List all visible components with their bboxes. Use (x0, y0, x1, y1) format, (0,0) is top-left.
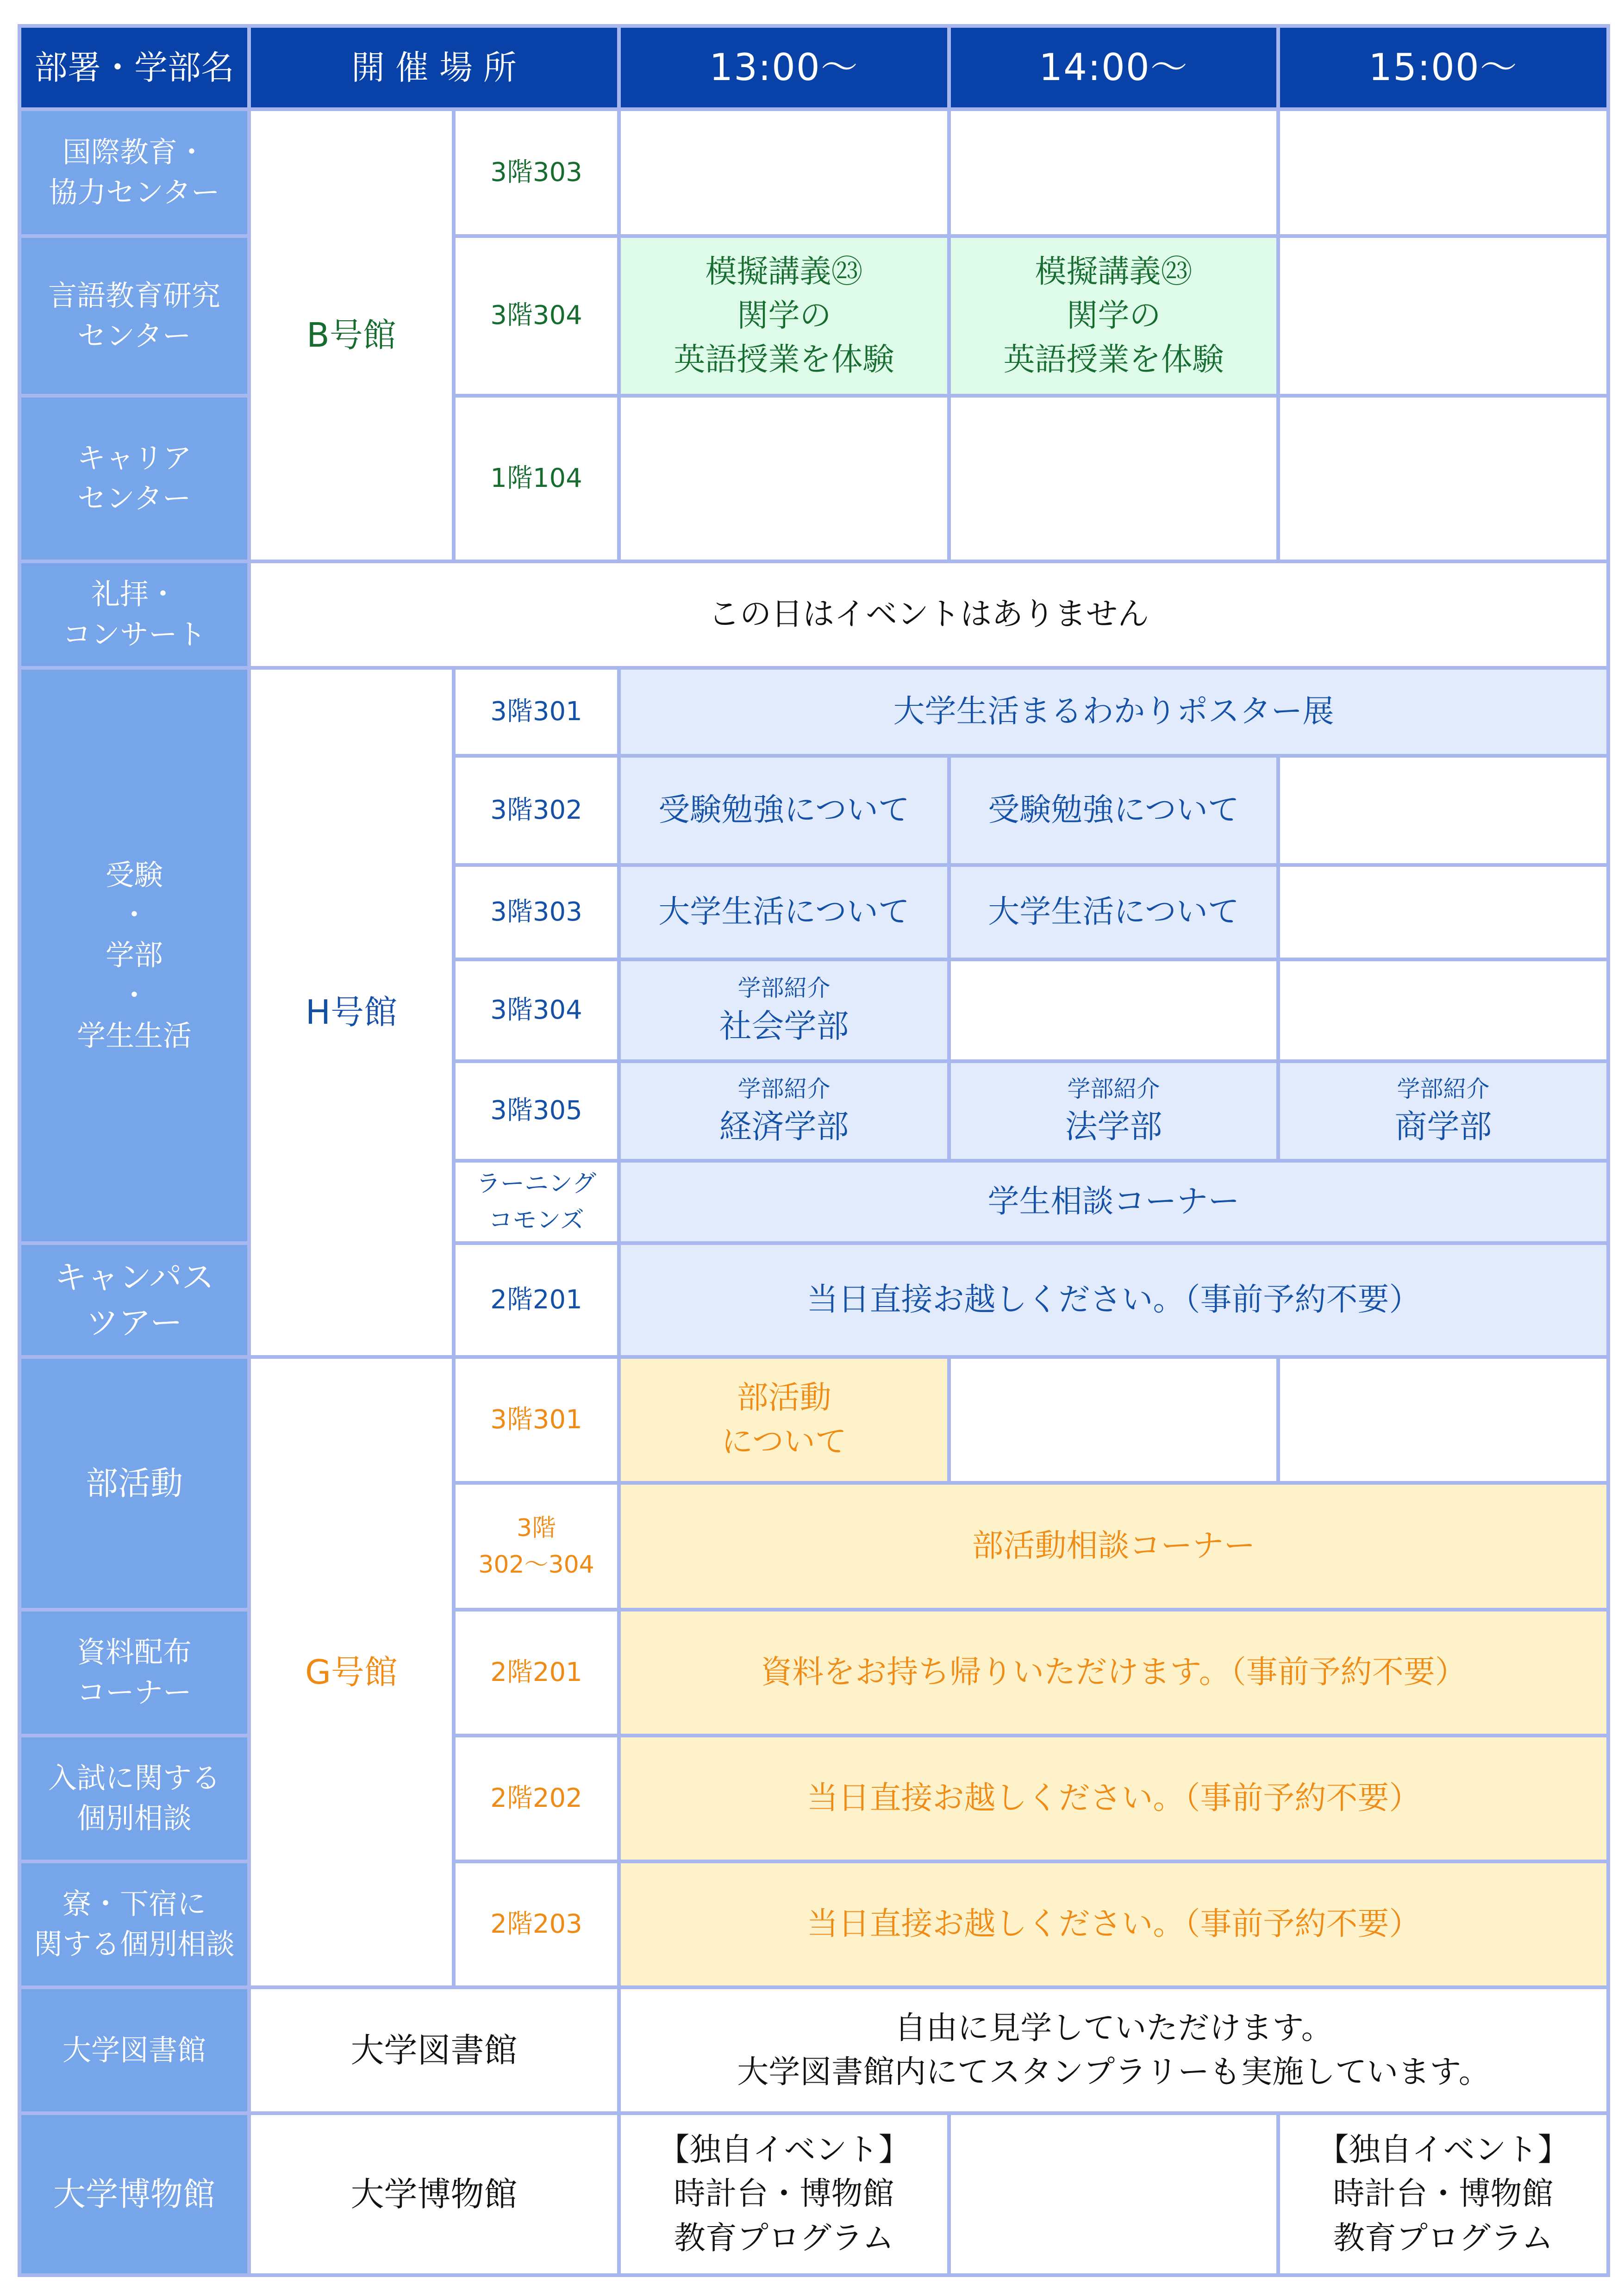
dept-language-center: 言語教育研究 センター (19, 236, 249, 396)
header-time-1300: 13:00〜 (619, 26, 949, 109)
worship-no-event: この日はイベントはありません (249, 561, 1608, 668)
dept-dorm-consult: 寮・下宿に 関する個別相談 (19, 1861, 249, 1987)
room-g-202: 2階202 (454, 1736, 619, 1861)
place-museum: 大学博物館 (249, 2113, 619, 2275)
slot-b303-1300 (619, 109, 949, 236)
slot-b104-1500 (1278, 396, 1608, 561)
event-library-tour: 自由に見学していただけます。 大学図書館内にてスタンプラリーも実施しています。 (619, 1987, 1608, 2113)
event-exam-study-1300: 受験勉強について (619, 756, 949, 865)
faculty-economics: 経済学部 (719, 1108, 849, 1145)
room-g-203: 2階203 (454, 1861, 619, 1987)
event-club-info: 部活動 について (619, 1357, 949, 1483)
header-place: 開 催 場 所 (249, 26, 619, 109)
event-mock-lecture-1300: 模擬講義㉓ 関学の 英語授業を体験 (619, 236, 949, 396)
room-learning-commons: ラーニング コモンズ (454, 1161, 619, 1243)
row-h-301 (19, 668, 1608, 756)
room-b-104: 1階104 (454, 396, 619, 561)
faculty-law: 法学部 (1065, 1108, 1162, 1145)
room-h-302: 3階302 (454, 756, 619, 865)
room-b-303: 3階303 (454, 109, 619, 236)
event-student-consultation: 学生相談コーナー (619, 1161, 1608, 1243)
event-schedule-table (18, 24, 1610, 2277)
room-h-304: 3階304 (454, 959, 619, 1061)
row-library (19, 1987, 1608, 2113)
slot-b104-1400 (949, 396, 1278, 561)
slot-museum-1400 (949, 2113, 1278, 2275)
building-b: B号館 (249, 109, 454, 561)
event-museum-program-1300: 【独自イベント】 時計台・博物館 教育プログラム (619, 2113, 949, 2275)
slot-b303-1500 (1278, 109, 1608, 236)
slot-b104-1300 (619, 396, 949, 561)
event-mock-lecture-1400: 模擬講義㉓ 関学の 英語授業を体験 (949, 236, 1278, 396)
dept-admission-consult: 入試に関する 個別相談 (19, 1736, 249, 1861)
slot-g301-1500 (1278, 1357, 1608, 1483)
dept-materials: 資料配布 コーナー (19, 1610, 249, 1736)
dept-library: 大学図書館 (19, 1987, 249, 2113)
slot-b304-1500 (1278, 236, 1608, 396)
faculty-intro-label: 学部紹介 (1397, 1075, 1490, 1102)
slot-h304-1500 (1278, 959, 1608, 1061)
event-exam-study-1400: 受験勉強について (949, 756, 1278, 865)
room-g-201: 2階201 (454, 1610, 619, 1736)
room-b-304: 3階304 (454, 236, 619, 396)
row-museum (19, 2113, 1608, 2275)
dept-museum: 大学博物館 (19, 2113, 249, 2275)
dept-club-activities: 部活動 (19, 1357, 249, 1610)
dept-worship: 礼拝・ コンサート (19, 561, 249, 668)
slot-b303-1400 (949, 109, 1278, 236)
event-economics-intro (619, 1061, 949, 1161)
event-admission-walkin: 当日直接お越しください。（事前予約不要） (619, 1736, 1608, 1861)
event-tour-walkin: 当日直接お越しください。（事前予約不要） (619, 1243, 1608, 1357)
slot-g301-1400 (949, 1357, 1278, 1483)
room-h-303: 3階303 (454, 865, 619, 959)
dept-career-center: キャリア センター (19, 396, 249, 561)
event-club-consultation: 部活動相談コーナー (619, 1483, 1608, 1610)
faculty-sociology: 社会学部 (719, 1007, 849, 1045)
header-row (19, 26, 1608, 109)
header-dept: 部署・学部名 (19, 26, 249, 109)
event-poster-exhibition: 大学生活まるわかりポスター展 (619, 668, 1608, 756)
slot-h304-1400 (949, 959, 1278, 1061)
row-intl-education (19, 109, 1608, 236)
dept-exam-student-life: 受験 ・ 学部 ・ 学生生活 (19, 668, 249, 1243)
building-h: H号館 (249, 668, 454, 1357)
faculty-commerce: 商学部 (1394, 1108, 1492, 1145)
room-h-301: 3階301 (454, 668, 619, 756)
faculty-intro-label: 学部紹介 (737, 975, 831, 1002)
room-h-305: 3階305 (454, 1061, 619, 1161)
faculty-intro-label: 学部紹介 (737, 1075, 831, 1102)
room-h-201: 2階201 (454, 1243, 619, 1357)
event-campus-life-1300: 大学生活について (619, 865, 949, 959)
event-materials-takeaway: 資料をお持ち帰りいただけます。（事前予約不要） (619, 1610, 1608, 1736)
faculty-intro-label: 学部紹介 (1067, 1075, 1160, 1102)
building-g: G号館 (249, 1357, 454, 1987)
slot-h303-1500 (1278, 865, 1608, 959)
header-time-1400: 14:00〜 (949, 26, 1278, 109)
header-time-1500: 15:00〜 (1278, 26, 1608, 109)
event-museum-program-1500: 【独自イベント】 時計台・博物館 教育プログラム (1278, 2113, 1608, 2275)
room-g-302-304: 3階 302〜304 (454, 1483, 619, 1610)
row-worship (19, 561, 1608, 668)
dept-campus-tour: キャンパス ツアー (19, 1243, 249, 1357)
event-sociology-intro (619, 959, 949, 1061)
room-g-301: 3階301 (454, 1357, 619, 1483)
event-commerce-intro (1278, 1061, 1608, 1161)
event-law-intro (949, 1061, 1278, 1161)
schedule-wrapper (18, 24, 1610, 2277)
place-library: 大学図書館 (249, 1987, 619, 2113)
event-campus-life-1400: 大学生活について (949, 865, 1278, 959)
dept-intl-education: 国際教育・ 協力センター (19, 109, 249, 236)
row-g-301 (19, 1357, 1608, 1483)
event-dorm-walkin: 当日直接お越しください。（事前予約不要） (619, 1861, 1608, 1987)
slot-h302-1500 (1278, 756, 1608, 865)
